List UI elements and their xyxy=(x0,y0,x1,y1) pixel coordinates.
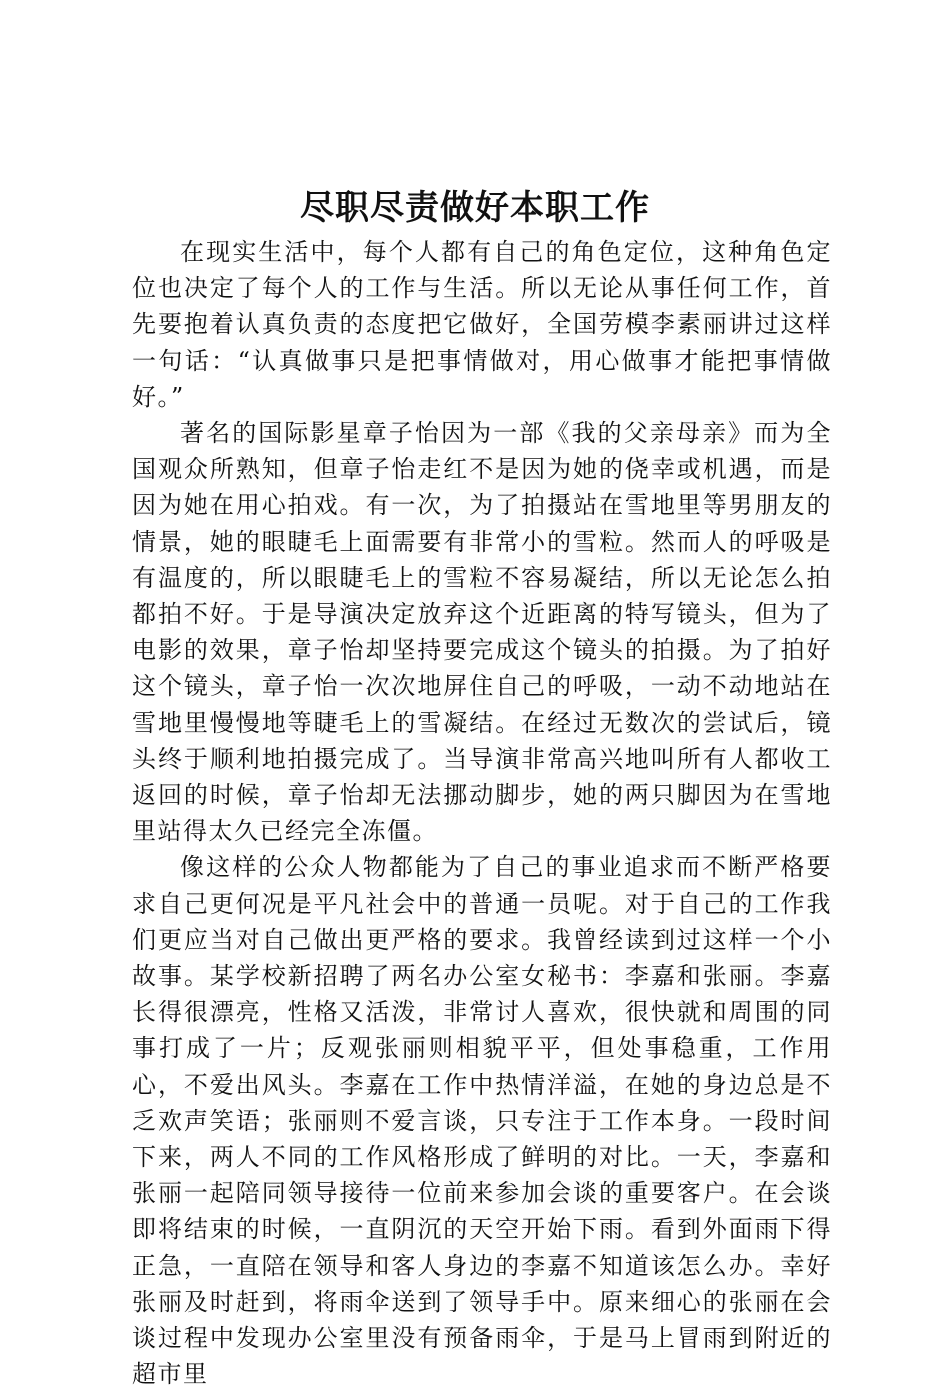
page-title: 尽职尽责做好本职工作 xyxy=(300,188,650,228)
document-body xyxy=(132,234,832,1393)
paragraph-3: 像这样的公众人物都能为了自己的事业追求而不断严格要求自己更何况是平凡社会中的普通一员呢。对于自己的工作我们更应当对自己做出更严格的要求。我曾经读到过这样一个小故事。某学校新招聘了两名办公室女秘书：李嘉和张丽。李嘉长得很漂亮，性格又活泼，非常讨人喜欢，很快就和周围的同事打成了一片；反观张丽则相貌平平，但处事稳重，工作用心，不爱出风头。李嘉在工作中热情洋溢，在她的身边总是不乏欢声笑语；张丽则不爱言谈，只专注于工作本身。一段时间下来，两人不同的工作风格形成了鲜明的对比。一天，李嘉和张丽一起陪同领导接待一位前来参加会谈的重要客户。在会谈即将结束的时候，一直阴沉的天空开始下雨。看到外面雨下得正急，一直陪在领导和客人身边的李嘉不知道该怎么办。幸好张丽及时赶到，将雨伞送到了领导手中。原来细心的张丽在会谈过程中发现办公室里没有预备雨伞，于是马上冒雨到附近的超市里 xyxy=(132,853,832,1389)
paragraph-1: 在现实生活中，每个人都有自己的角色定位，这种角色定位也决定了每个人的工作与生活。所以无论从事任何工作，首先要抱着认真负责的态度把它做好，全国劳模李素丽讲过这样一句话：“认真做事只是把事情做对，用心做事才能把事情做好。” xyxy=(132,238,832,411)
paragraph-2: 著名的国际影星章子怡因为一部《我的父亲母亲》而为全国观众所熟知，但章子怡走红不是因为她的侥幸或机遇，而是因为她在用心拍戏。有一次，为了拍摄站在雪地里等男朋友的情景，她的眼睫毛上面需要有非常小的雪粒。然而人的呼吸是有温度的，所以眼睫毛上的雪粒不容易凝结，所以无论怎么拍都拍不好。于是导演决定放弃这个近距离的特写镜头，但为了电影的效果，章子怡却坚持要完成这个镜头的拍摄。为了拍好这个镜头，章子怡一次次地屏住自己的呼吸，一动不动地站在雪地里慢慢地等睫毛上的雪凝结。在经过无数次的尝试后，镜头终于顺利地拍摄完成了。当导演非常高兴地叫所有人都收工返回的时候，章子怡却无法挪动脚步，她的两只脚因为在雪地里站得太久已经完全冻僵。 xyxy=(132,419,832,846)
